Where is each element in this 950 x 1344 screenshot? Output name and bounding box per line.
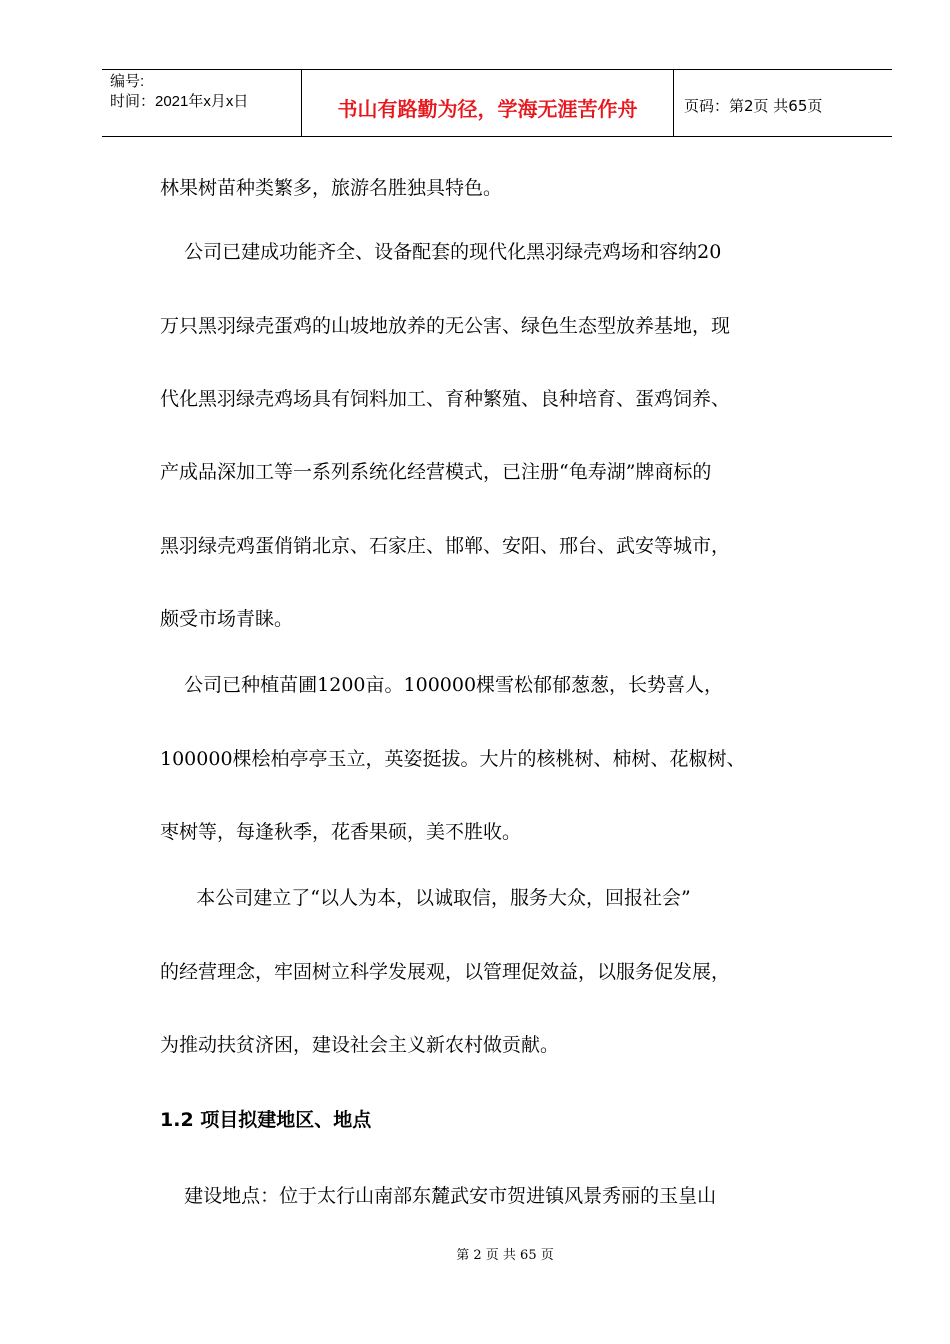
- header-meta: [102, 70, 302, 136]
- text-line: 黑羽绿壳鸡蛋俏销北京、石家庄、邯郸、安阳、邢台、武安等城市，: [160, 535, 731, 557]
- text-line: 公司已种植苗圃1200亩。100000棵雪松郁郁葱葱，长势喜人，: [160, 674, 724, 696]
- header-motto: 书山有路勤为径，学海无涯苦作舟: [302, 70, 674, 136]
- text-line: 枣树等，每逢秋季，花香果硕，美不胜收。: [160, 821, 522, 843]
- page-footer: 第 2 页 共 65 页: [456, 1248, 554, 1263]
- text-line: 公司已建成功能齐全、设备配套的现代化黑羽绿壳鸡场和容纳20: [160, 241, 722, 263]
- text-line: 代化黑羽绿壳鸡场具有饲料加工、育种繁殖、良种培育、蛋鸡饲养、: [160, 388, 731, 410]
- number-label: 编号:: [110, 73, 145, 90]
- text-line: 林果树苗种类繁多，旅游名胜独具特色。: [160, 177, 503, 199]
- text-line: 100000棵桧柏亭亭玉立，英姿挺拔。大片的核桃树、柿树、花椒树、: [160, 748, 746, 770]
- section-heading: 1.2 项目拟建地区、地点: [160, 1109, 372, 1131]
- text-line: 颇受市场青睐。: [160, 608, 294, 630]
- text-line: 建设地点：位于太行山南部东麓武安市贺进镇风景秀丽的玉皇山: [160, 1185, 717, 1207]
- text-line: 本公司建立了“以人为本，以诚取信，服务大众，回报社会”: [160, 887, 691, 909]
- header-page-info: 页码：第2页 共65页: [684, 96, 823, 115]
- page-header: [102, 69, 892, 137]
- text-line: 万只黑羽绿壳蛋鸡的山坡地放养的无公害、绿色生态型放养基地，现: [160, 315, 731, 337]
- time-label: 时间：2021年x月x日: [110, 93, 249, 110]
- text-line: 的经营理念，牢固树立科学发展观，以管理促效益，以服务促发展，: [160, 961, 731, 983]
- text-line: 产成品深加工等一系列系统化经营模式，已注册“龟寿湖”牌商标的: [160, 461, 712, 483]
- text-line: 为推动扶贫济困，建设社会主义新农村做贡献。: [160, 1034, 560, 1056]
